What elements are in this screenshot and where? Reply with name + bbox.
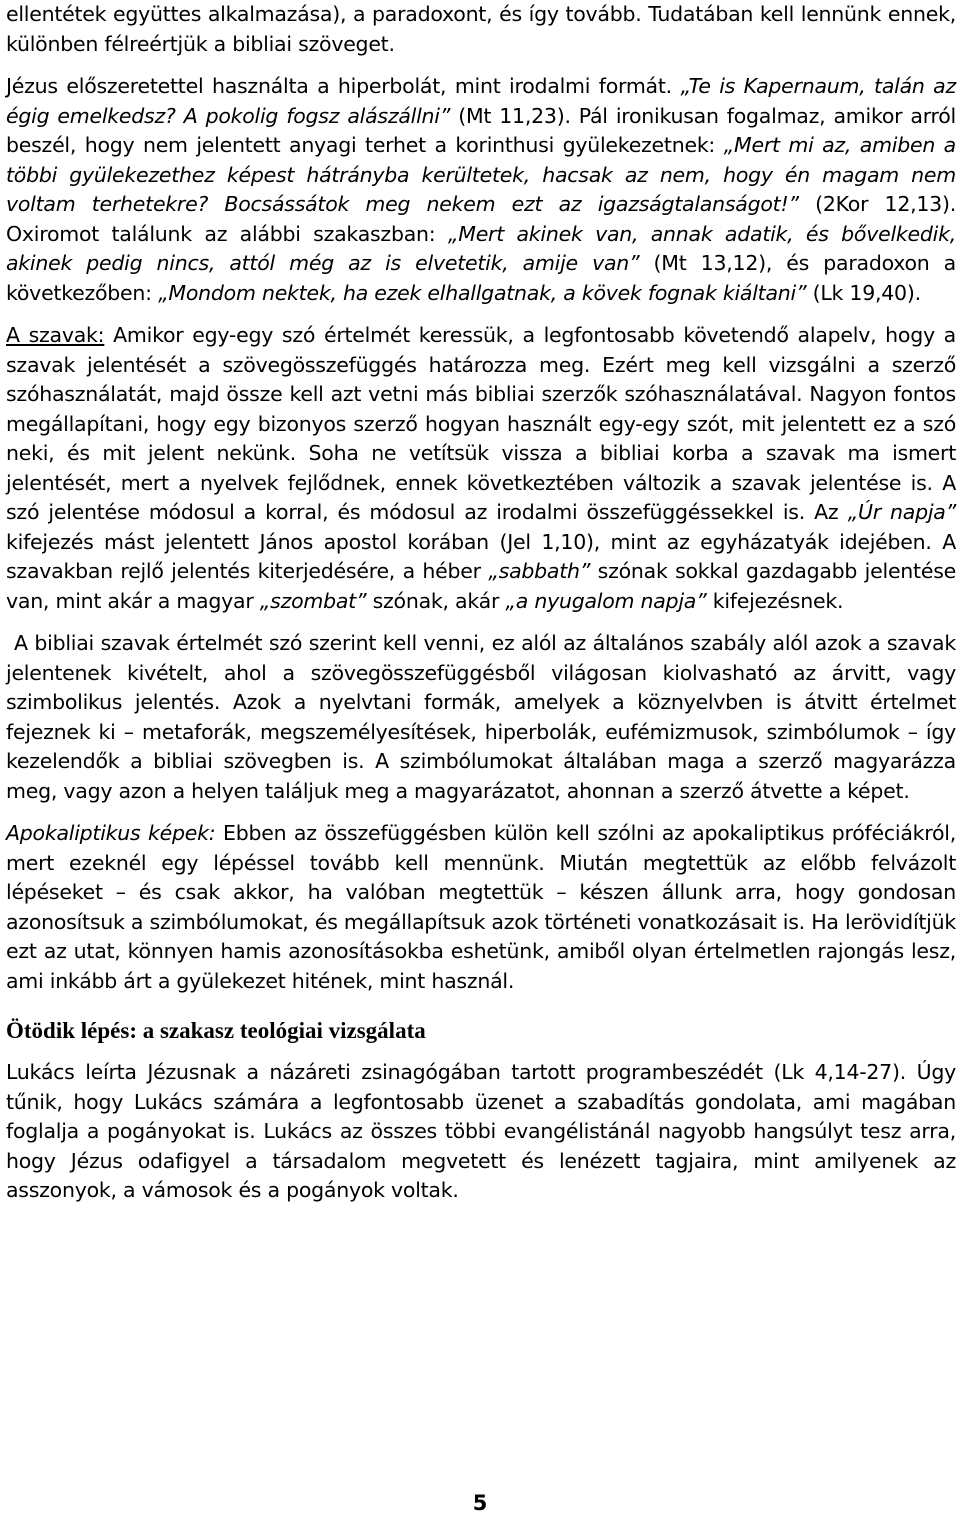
paragraph-luke-theology: [6, 1058, 956, 1206]
text-run: (2Kor 12,13). Oxiromot találunk az alábbi szakaszban:: [6, 192, 956, 246]
text-run: szónak sokkal gazdagabb jelentése van, mint akár a magyar: [6, 559, 956, 613]
paragraph-words: [6, 321, 956, 616]
document-page: [6, 0, 956, 1206]
section-heading: Ötödik lépés: a szakasz teológiai vizsgálata: [6, 1018, 426, 1043]
text-run: kifejezés mást jelentett János apostol korában (Jel 1,10), mint az egyházatyák idejében. A szavakban rejlő jelentés kiterjedésére, a héber: [6, 529, 956, 583]
page-number: 5: [472, 1491, 488, 1515]
text-run: A bibliai szavak értelmét szó szerint kell venni, ez alól az általános szabály alól azok a szavak jelentenek kivételt, ahol a szövegösszefüggésből világosan kiolvasható az árvitt, vagy szimbolikus jelentés. Azok a nyelvtani formák, amelyek a köznyelvben is átvitt értelmet fejeznek ki – metaforák, megszemélyesítések, hiperbolák, eufémizmusok, szimbólumok – így kezelendők a bibliai szövegben is. A szimbólumokat általában maga a szerző magyarázza meg, vagy azon a helyen találjuk meg a magyarázatot, ahonnan a szerző átvette a képet.: [6, 631, 956, 803]
text-run: (Mt 13,12), és paradoxon a következőben:: [6, 251, 956, 305]
text-run: „szombat”: [259, 588, 367, 613]
text-run: „a nyugalom napja”: [505, 588, 707, 613]
text-run: Ebben az összefüggésben külön kell szólni az apokaliptikus próféciákról, mert ezeknél egy lépéssel tovább kell mennünk. Miután megtettük az előbb felvázolt lépéseket – és csak akkor, ha valóban megtettük – készen állunk arra, hogy gondosan azonosítsuk a szimbólumokat, és megállapítsuk azok történeti vonatkozásait is. Ha lerövidítjük ezt az utat, könnyen hamis azonosításokba eshetünk, amiből olyan értelmetlen rajongás lesz, ami inkább árt a gyülekezet hitének, mint használ.: [6, 821, 956, 993]
text-run: „Mondom nektek, ha ezek elhallgatnak, a kövek fognak kiáltani”: [158, 280, 807, 305]
text-run: Lukács leírta Jézusnak a názáreti zsinagógában tartott programbeszédét (Lk 4,14-27). Úgy tűnik, hogy Lukács számára a legfontosabb üzenet a szabadítás gondolata, ami magában foglalja a pogányokat is. Lukács az összes többi evangélistánál nagyobb hangsúlyt tesz arra, hogy Jézus odafigyel a társadalom megvetett és lenézett tagjaira, mint amilyenek az asszonyok, a vámosok és a pogányok voltak.: [6, 1060, 956, 1202]
text-run: (Lk 19,40).: [806, 280, 921, 305]
text-run: Jézus előszeretettel használta a hiperbolát, mint irodalmi formát.: [6, 74, 681, 98]
text-run: A szavak:: [6, 323, 105, 347]
text-run: kifejezésnek.: [706, 588, 844, 613]
text-run: „Mert akinek van, annak adatik, és bővelkedik, akinek pedig nincs, attól még az is elvetetik, amije van”: [6, 221, 956, 275]
text-run: (Mt 11,23). Pál ironikusan fogalmaz, amikor arról beszél, hogy nem jelentett anyagi terhet a korinthusi gyülekezetnek:: [6, 103, 956, 157]
text-run: „sabbath”: [488, 559, 591, 583]
text-run: „Mert mi az, amiben a többi gyülekezethez képest hátrányba kerültetek, hacsak az nem, hogy én magam nem voltam terhetekre? Bocsássátok meg nekem ezt az igazságtalanságot!”: [6, 133, 956, 216]
text-run: „Te is Kapernaum, talán az égig emelkedsz? A pokolig fogsz alászállni”: [6, 74, 957, 128]
paragraph-apocalyptic-images: [6, 819, 956, 996]
paragraph-hyperbole-irony: [6, 72, 956, 308]
paragraph-literal-meaning: [6, 629, 956, 806]
text-run: „Úr napja”: [847, 500, 956, 524]
text-run: Amikor egy-egy szó értelmét keressük, a legfontosabb követendő alapelv, hogy a szavak jelentését a szövegösszefüggés határozza meg. Ezért meg kell vizsgálni a szerző szóhasználatát, majd össze kell azt vetni más bibliai szerzők szóhasználatával. Nagyon fontos megállapítani, hogy egy bizonyos szerző hogyan használt egy-egy szót, mit jelentett ez a szó neki, és mit jelent nekünk. Soha ne vetítsük vissza a bibliai korba a szavak ma ismert jelentését, mert a nyelvek fejlődnek, ennek következtében változik a szavak jelentése is. A szó jelentése módosul a korral, és módosul az irodalmi összefüggéssekkel is. Az: [6, 323, 956, 524]
paragraph-figures-of-speech-intro: [6, 0, 956, 59]
text-run: Apokaliptikus képek:: [6, 821, 216, 845]
text-run: ellentétek együttes alkalmazása), a paradoxont, és így tovább. Tudatában kell lennünk ennek, különben félreértjük a bibliai szöveget.: [6, 2, 956, 56]
text-run: szónak, akár: [366, 588, 506, 613]
